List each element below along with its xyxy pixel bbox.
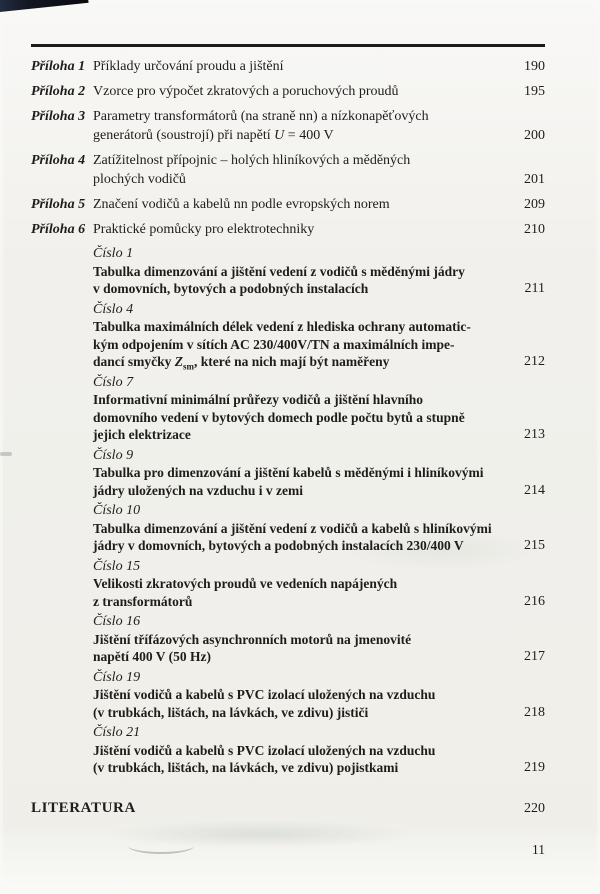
entry-line: Tabulka dimenzování a jištění vedení z vodičů a kabelů s hliníkovými (93, 520, 492, 536)
entry-lines (93, 686, 545, 721)
toc (31, 44, 545, 818)
toc-entry (31, 220, 545, 239)
entry-page: 190 (524, 59, 545, 74)
toc-entry (31, 82, 545, 101)
cislo-label: Číslo 10 (93, 503, 141, 518)
entry-page: 218 (524, 704, 545, 720)
entry-lines (93, 195, 509, 214)
cislo-label: Číslo 7 (93, 374, 134, 390)
entry-line: generátorů (soustrojí) při napětí U = 400 V (93, 128, 334, 143)
cislo-label: Číslo 15 (93, 558, 141, 574)
appendix-label: Příloha 1 (31, 59, 86, 74)
toc-entry (31, 195, 545, 214)
entry-line: Značení vodičů a kabelů nn podle evropských norem (93, 197, 390, 212)
entry-last-line (93, 648, 545, 666)
appendix-label: Příloha 5 (31, 197, 86, 212)
entry-line: Tabulka maximálních délek vedení z hlediska ochrany automatic- (93, 319, 471, 334)
entry-line: jádry uložených na vzduchu i v zemi (93, 482, 304, 498)
margin-smudge (0, 452, 12, 456)
entry-line: dancí smyčky $Z_{sm}$, které na nich mají být naměřeny (93, 354, 390, 372)
entry-page: 212 (524, 354, 545, 369)
entry-page: 200 (524, 128, 545, 143)
entry-page: 216 (524, 593, 545, 609)
entry-lines (93, 520, 545, 555)
table-entry (93, 374, 545, 444)
table-entry (93, 558, 545, 611)
entry-line: Praktické pomůcky pro elektrotechniky (93, 222, 315, 237)
literatura-page: 220 (524, 800, 545, 816)
entry-line: plochých vodičů (93, 172, 186, 187)
entry-last-line (93, 426, 545, 444)
entry-line: z transformátorů (93, 593, 193, 609)
entry-lines (93, 107, 509, 145)
cislo-label: Číslo 1 (93, 246, 134, 261)
table-entry (93, 724, 545, 777)
entry-line: Velikosti zkratových proudů ve vedeních napájených (93, 576, 398, 591)
appendix-label: Příloha 2 (31, 84, 86, 99)
entry-last-line (93, 280, 545, 298)
entry-line: Jištění vodičů a kabelů s PVC izolací uložených na vzduchu (93, 687, 436, 702)
entry-lines (93, 318, 545, 371)
entry-lines (93, 464, 545, 499)
entry-line: domovního vedení v bytových domech podle počtu bytů a stupně (93, 409, 465, 425)
table-entry (93, 613, 545, 666)
cislo-label: Číslo 4 (93, 301, 134, 317)
entry-lines (93, 391, 545, 444)
header-rule (31, 44, 545, 47)
appendix-label: Příloha 4 (31, 153, 86, 168)
entry-line: jádry v domovních, bytových a podobných instalacích 230/400 V (93, 538, 464, 553)
entry-last-line (93, 759, 545, 777)
entry-line: kým odpojením v sítích AC 230/400V/TN a maximálních impe- (93, 336, 455, 352)
entry-lines (93, 220, 509, 239)
entry-line: Zatížitelnost přípojnic – holých hliníkových a měděných (93, 153, 411, 168)
cislo-label: Číslo 19 (93, 669, 141, 685)
entry-page: 195 (524, 84, 545, 99)
table-list (93, 245, 545, 777)
entry-lines (93, 82, 509, 101)
entry-page: 214 (524, 482, 545, 498)
table-entry (93, 502, 545, 555)
toc-entry (31, 107, 545, 145)
page-number: 11 (532, 842, 545, 857)
entry-line: jejich elektrizace (93, 427, 191, 442)
appendix-label: Příloha 3 (31, 109, 86, 124)
entry-line: Tabulka dimenzování a jištění vedení z vodičů s měděnými jádry (93, 263, 465, 279)
entry-lines (93, 263, 545, 298)
entry-last-line (93, 537, 545, 555)
appendix-label: Příloha 6 (31, 222, 86, 237)
entry-page: 210 (524, 222, 545, 237)
entry-page: 213 (524, 427, 545, 442)
scan-corner-artifact (0, 0, 89, 13)
entry-last-line (93, 593, 545, 611)
entry-last-line (93, 704, 545, 722)
entry-lines (93, 575, 545, 610)
entry-page: 211 (524, 281, 545, 296)
entry-page: 201 (524, 172, 545, 187)
entry-last-line (93, 353, 545, 371)
entry-page: 217 (524, 649, 545, 664)
entry-lines (93, 631, 545, 666)
literatura-row (31, 799, 545, 818)
entry-line: Jištění třífázových asynchronních motorů na jmenovité (93, 631, 412, 647)
entry-line: Parametry transformátorů (na straně nn) a nízkonapěťových (93, 109, 429, 124)
toc-entry (31, 151, 545, 189)
entry-line: Tabulka pro dimenzování a jištění kabelů s měděnými i hliníkovými (93, 465, 484, 480)
entry-page: 215 (524, 538, 545, 553)
entry-line: v domovních, bytových a podobných instalacích (93, 281, 369, 296)
entry-line: (v trubkách, lištách, na lávkách, ve zdivu) pojistkami (93, 760, 399, 775)
table-entry (93, 669, 545, 722)
table-entry (93, 301, 545, 371)
appendix-list (31, 57, 545, 239)
entry-lines (93, 742, 545, 777)
toc-entry (31, 57, 545, 76)
entry-line: (v trubkách, lištách, na lávkách, ve zdivu) jističi (93, 704, 369, 720)
table-entry (93, 245, 545, 298)
pencil-mark (128, 838, 194, 854)
entry-line: Jištění vodičů a kabelů s PVC izolací uložených na vzduchu (93, 742, 436, 758)
table-entry (93, 447, 545, 500)
entry-lines (93, 151, 509, 189)
entry-page: 219 (524, 760, 545, 775)
entry-line: Informativní minimální průřezy vodičů a jištění hlavního (93, 392, 424, 407)
entry-line: Příklady určování proudu a jištění (93, 59, 284, 74)
entry-line: napětí 400 V (50 Hz) (93, 649, 211, 664)
entry-last-line (93, 482, 545, 500)
cislo-label: Číslo 16 (93, 614, 141, 629)
entry-page: 209 (524, 197, 545, 212)
entry-lines (93, 57, 509, 76)
entry-line: Vzorce pro výpočet zkratových a poruchových proudů (93, 84, 399, 99)
cislo-label: Číslo 21 (93, 725, 141, 740)
literatura-label: LITERATURA (31, 799, 136, 816)
cislo-label: Číslo 9 (93, 447, 134, 463)
